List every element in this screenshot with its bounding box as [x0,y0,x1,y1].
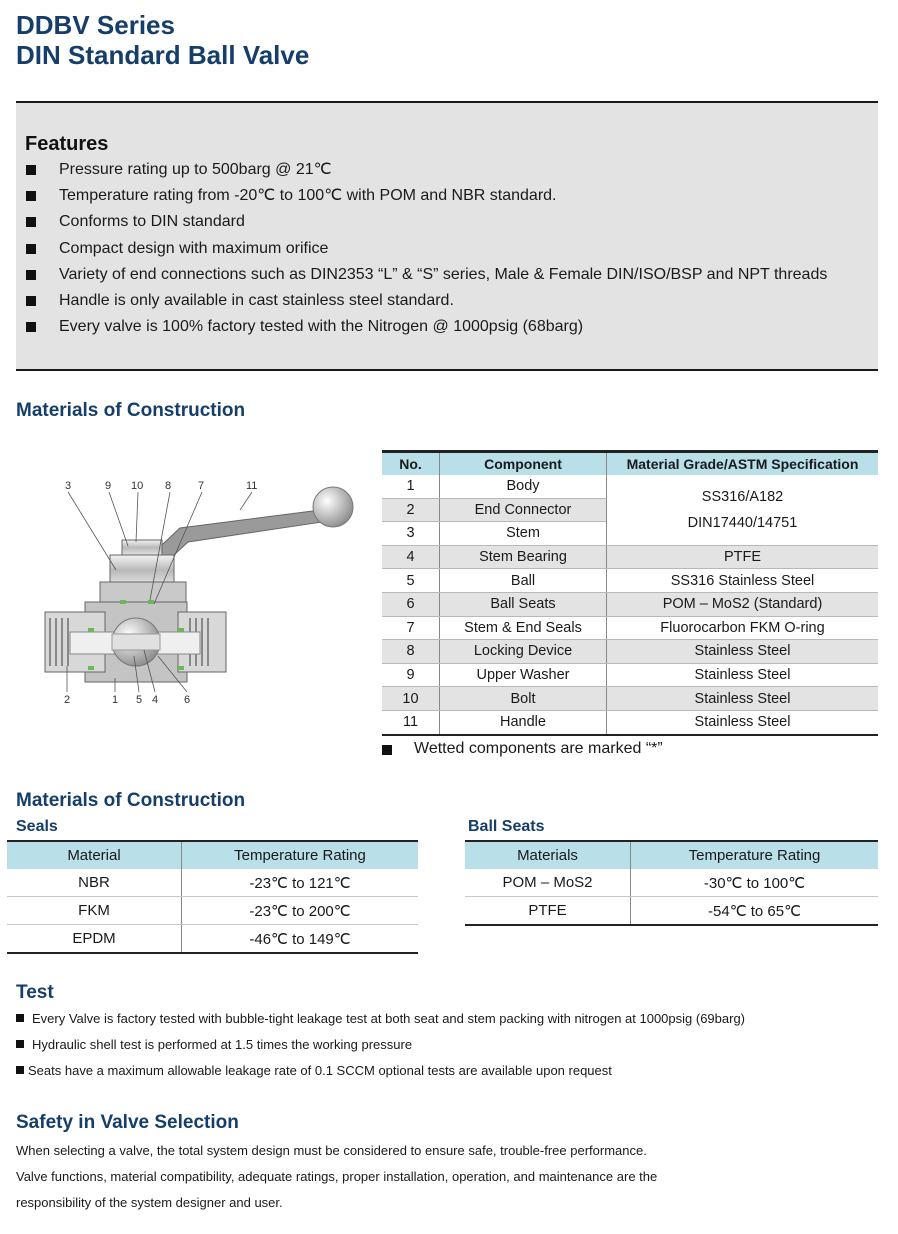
callout-label: 6 [184,694,191,706]
table-row: POM – MoS2 -30℃ to 100℃ [465,869,878,897]
column-header: Material Grade/ASTM Specification [607,452,879,476]
table-row: 8 Locking Device Stainless Steel [382,640,878,664]
bullet-icon [16,1040,24,1048]
merged-material-cell: SS316/A182 DIN17440/14751 [607,475,879,545]
safety-paragraph: When selecting a valve, the total system design must be considered to ensure safe, trouble-free performance. Valve functions, material compatibility, adequate ratings, proper installation, operation, and maintenance are the responsibility of the system designer and user. [16,1143,658,1210]
table-row: FKM -23℃ to 200℃ [7,897,418,925]
ball-seats-heading: Ball Seats [468,818,545,835]
series-title: DDBV Series [16,10,175,40]
feature-item: Every valve is 100% factory tested with the Nitrogen @ 1000psig (68barg) [25,316,827,342]
bullet-icon [382,745,392,755]
ball-seats-table [465,840,878,926]
list-item: Every Valve is factory tested with bubble-tight leakage test at both seat and stem packing with nitrogen at 1000psig (69barg) [16,1010,745,1036]
column-header: Materials [465,841,631,869]
feature-item: Pressure rating up to 500barg @ 21℃ [25,159,827,185]
callout-label: 4 [152,694,159,706]
safety-heading: Safety in Valve Selection [16,1112,239,1133]
valve-cutaway-diagram [30,470,370,720]
callout-label: 10 [131,480,144,492]
test-list [16,1010,745,1088]
features-panel [16,101,878,371]
bullet-icon [26,270,36,280]
product-title: DIN Standard Ball Valve [16,40,310,70]
bullet-icon [26,165,36,175]
test-heading: Test [16,982,54,1003]
column-header: Temperature Rating [631,841,879,869]
table-row: 10 Bolt Stainless Steel [382,687,878,711]
wetted-note: Wetted components are marked “*” [382,740,663,758]
bullet-icon [26,191,36,201]
table-row: PTFE -54℃ to 65℃ [465,897,878,926]
callout-label: 7 [198,480,205,492]
table-row: 7 Stem & End Seals Fluorocarbon FKM O-ring [382,616,878,640]
materials2-heading: Materials of Construction [16,790,246,811]
materials-table [382,450,878,736]
callout-label: 11 [246,480,258,492]
seals-table [7,840,418,954]
table-row: 1 Body SS316/A182 DIN17440/14751 [382,475,878,498]
list-item: Hydraulic shell test is performed at 1.5 times the working pressure [16,1036,745,1062]
callout-label: 3 [65,480,72,492]
bullet-icon [26,322,36,332]
table-row: 4 Stem Bearing PTFE [382,545,878,569]
features-list [25,159,827,342]
list-item: Seats have a maximum allowable leakage rate of 0.1 SCCM optional tests are available upon request [16,1062,745,1088]
table-header-row [382,452,878,476]
table-header-row [7,841,418,869]
feature-item: Temperature rating from -20℃ to 100℃ with POM and NBR standard. [25,185,827,211]
column-header: No. [382,452,440,476]
column-header: Material [7,841,182,869]
callout-label: 1 [112,694,119,706]
callout-label: 9 [105,480,112,492]
table-row: 11 Handle Stainless Steel [382,710,878,734]
feature-item: Handle is only available in cast stainless steel standard. [25,290,827,316]
table-row: 9 Upper Washer Stainless Steel [382,663,878,687]
table-row: 2 End Connector [382,498,878,522]
bullet-icon [26,296,36,306]
table-row: EPDM -46℃ to 149℃ [7,925,418,954]
callout-label: 2 [64,694,71,706]
seals-heading: Seals [16,818,58,835]
callout-label: 5 [136,694,143,706]
callout-label: 8 [165,480,172,492]
bullet-icon [26,217,36,227]
feature-item: Compact design with maximum orifice [25,238,827,264]
table-row: 3 Stem [382,522,878,546]
table-row: 5 Ball SS316 Stainless Steel [382,569,878,593]
materials-heading: Materials of Construction [16,400,246,421]
table-row: NBR -23℃ to 121℃ [7,869,418,897]
bullet-icon [16,1066,24,1074]
column-header: Component [440,452,607,476]
features-heading: Features [25,133,109,155]
feature-item: Variety of end connections such as DIN2353 “L” & “S” series, Male & Female DIN/ISO/BSP and NPT threads [25,264,827,290]
table-header-row [465,841,878,869]
bullet-icon [26,244,36,254]
feature-item: Conforms to DIN standard [25,211,827,237]
bullet-icon [16,1014,24,1022]
column-header: Temperature Rating [182,841,419,869]
table-row: 6 Ball Seats POM – MoS2 (Standard) [382,592,878,616]
